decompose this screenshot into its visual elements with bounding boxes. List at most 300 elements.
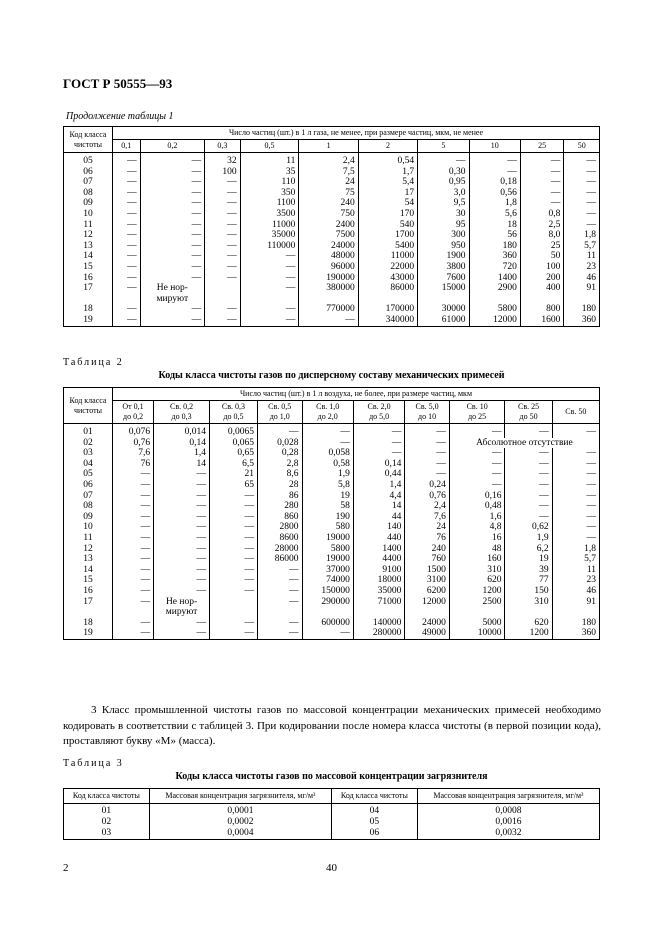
- table2-cell: —: [210, 618, 258, 629]
- table1-cell: —: [418, 153, 469, 167]
- table1-code-cell: 09: [64, 198, 113, 209]
- table2-cell: —: [210, 575, 258, 586]
- table-row: [64, 803, 600, 817]
- table1-cell: 8,0: [520, 230, 563, 241]
- table2-cell: —: [113, 544, 154, 555]
- table1-cell: 0,54: [358, 153, 417, 167]
- table1-cell: 1,8: [469, 198, 520, 209]
- table-row: [64, 315, 600, 326]
- table3-code-cell: 04: [331, 803, 417, 817]
- table2-cell: 0,14: [154, 438, 210, 449]
- table1-cell: —: [205, 241, 241, 252]
- table2-cell: 48: [449, 544, 505, 555]
- table2-range-header: [552, 401, 599, 424]
- table2-code-cell: 02: [64, 438, 113, 449]
- table2-cell: —: [113, 512, 154, 523]
- table1-cell: 11: [240, 153, 299, 167]
- table1-cell: —: [113, 251, 141, 262]
- table-3: [63, 788, 600, 840]
- table2-cell: —: [552, 491, 599, 502]
- table1-cell: 110000: [240, 241, 299, 252]
- table2-range-from: Св. 0,3: [221, 402, 246, 411]
- table2-cell: 2500: [449, 597, 505, 608]
- table1-cell: 0,56: [469, 188, 520, 199]
- table2-code-cell: 01: [64, 424, 113, 438]
- table-row: [64, 565, 600, 576]
- table2-cell: 44: [353, 512, 404, 523]
- table2-cell: —: [113, 586, 154, 597]
- table2-cell: 0,058: [302, 448, 353, 459]
- table2-range-header: [353, 401, 404, 424]
- table2-cell: —: [505, 459, 552, 470]
- table2-cell: 0,44: [353, 469, 404, 480]
- table1-cell: 950: [418, 241, 469, 252]
- table1-code-header: Код класса чистоты: [64, 127, 113, 153]
- table2-cell: —: [505, 491, 552, 502]
- table1-cell: 3,0: [418, 188, 469, 199]
- table-row: [64, 512, 600, 523]
- table1-cell: —: [240, 273, 299, 284]
- table1-cell: 11: [564, 251, 600, 262]
- table-row: [64, 491, 600, 502]
- table2-cell: [113, 607, 154, 618]
- table1-size-header: 0,3: [205, 140, 241, 153]
- table-row: [64, 188, 600, 199]
- table1-cell: 2400: [299, 220, 358, 231]
- table2-cell: Не нор-: [154, 597, 210, 608]
- table1-cell: 540: [358, 220, 417, 231]
- table1-cell: [113, 294, 141, 305]
- table2-cell: [210, 607, 258, 618]
- table1-size-header: 5: [418, 140, 469, 153]
- table2-cell: —: [353, 424, 404, 438]
- table1-cell: —: [205, 188, 241, 199]
- table2-cell: —: [405, 469, 450, 480]
- table2-cell: 91: [552, 597, 599, 608]
- table1-cell: 11000: [358, 251, 417, 262]
- table1-cell: 43000: [358, 273, 417, 284]
- table1-cell: 95: [418, 220, 469, 231]
- table1-cell: 1,8: [564, 230, 600, 241]
- table2-cell: —: [405, 448, 450, 459]
- table1-cell: 360: [469, 251, 520, 262]
- table1-cell: 35: [240, 167, 299, 178]
- table1-size-header: 50: [564, 140, 600, 153]
- table1-cell: —: [564, 167, 600, 178]
- table1-cell: —: [205, 304, 241, 315]
- table1-cell: —: [140, 209, 205, 220]
- table2-cell: —: [154, 565, 210, 576]
- table2-cell: 140000: [353, 618, 404, 629]
- table1-cell: 380000: [299, 283, 358, 294]
- table-row: [64, 294, 600, 305]
- table1-cell: 5,7: [564, 241, 600, 252]
- table1-cell: —: [205, 315, 241, 326]
- table2-cell: 580: [302, 522, 353, 533]
- table1-cell: 1900: [418, 251, 469, 262]
- table2-code-cell: 10: [64, 522, 113, 533]
- table1-code-cell: 10: [64, 209, 113, 220]
- table1-cell: 110: [240, 177, 299, 188]
- table1-cell: —: [113, 198, 141, 209]
- table3-title: Коды класса чистоты газов по массовой концентрации загрязнителя: [175, 771, 488, 782]
- table-row: [64, 554, 600, 565]
- table2-cell: —: [505, 512, 552, 523]
- table2-cell: —: [210, 544, 258, 555]
- table2-cell: 18000: [353, 575, 404, 586]
- table2-cell: —: [154, 554, 210, 565]
- table1-continuation-label: Продолжение таблицы 1: [66, 111, 174, 122]
- table1-cell: 35000: [240, 230, 299, 241]
- table2-cell: 190: [302, 512, 353, 523]
- table2-code-cell: 14: [64, 565, 113, 576]
- table2-cell: 150: [505, 586, 552, 597]
- table2-cell: —: [552, 459, 599, 470]
- table1-cell: —: [240, 262, 299, 273]
- table2-range-to: до 5,0: [369, 412, 390, 421]
- table3-code-cell: 01: [64, 803, 150, 817]
- page-number-left: 2: [63, 862, 69, 874]
- table1-cell: —: [564, 177, 600, 188]
- table-row: [64, 283, 600, 294]
- table2-cell: 2,8: [257, 459, 302, 470]
- table1-code-cell: 12: [64, 230, 113, 241]
- table3-mass-cell: 0,0002: [149, 817, 331, 828]
- table1-cell: мируют: [140, 294, 205, 305]
- table1-cell: 12000: [469, 315, 520, 326]
- table1-cell: 360: [564, 315, 600, 326]
- table2-range-to: до 50: [519, 412, 538, 421]
- table1-cell: 18: [469, 220, 520, 231]
- table2-range-from: Св. 10: [466, 402, 488, 411]
- table1-cell: [299, 294, 358, 305]
- table2-cell: 0,014: [154, 424, 210, 438]
- table1-cell: —: [205, 198, 241, 209]
- table2-range-to: до 2,0: [317, 412, 338, 421]
- table1-cell: —: [205, 251, 241, 262]
- table2-cell: 4,8: [449, 522, 505, 533]
- table2-cell: 360: [552, 628, 599, 639]
- table2-cell: 760: [405, 554, 450, 565]
- table-row: [64, 459, 600, 470]
- table1-cell: 17: [358, 188, 417, 199]
- table2-range-from: От 0,1: [122, 402, 144, 411]
- table1-code-cell: 15: [64, 262, 113, 273]
- table1-size-header: 0,5: [240, 140, 299, 153]
- table1-cell: 180: [564, 304, 600, 315]
- page-number-center: 40: [326, 862, 337, 874]
- table1-cell: [520, 294, 563, 305]
- table1-cell: —: [564, 153, 600, 167]
- table1-cell: —: [520, 188, 563, 199]
- table2-cell: —: [552, 522, 599, 533]
- table1-cell: 75: [299, 188, 358, 199]
- table2-cell: —: [154, 575, 210, 586]
- table1-cell: 200: [520, 273, 563, 284]
- table2-code-cell: 08: [64, 501, 113, 512]
- table2-cell: —: [113, 501, 154, 512]
- table2-cell: —: [113, 554, 154, 565]
- table-row: [64, 262, 600, 273]
- table3-mass-cell: 0,0016: [417, 817, 599, 828]
- table2-cell: —: [552, 480, 599, 491]
- table2-cell: 280: [257, 501, 302, 512]
- table1-cell: 350: [240, 188, 299, 199]
- table2-code-cell: 05: [64, 469, 113, 480]
- table2-cell: 6,2: [505, 544, 552, 555]
- table1-cell: 2,5: [520, 220, 563, 231]
- table1-cell: 340000: [358, 315, 417, 326]
- table2-cell: 1,6: [449, 512, 505, 523]
- table1-cell: —: [564, 198, 600, 209]
- table2-code-cell: 11: [64, 533, 113, 544]
- table1-cell: Не нор-: [140, 283, 205, 294]
- table2-range-header: [405, 401, 450, 424]
- table-row: [64, 177, 600, 188]
- table2-cell: 46: [552, 586, 599, 597]
- table1-cell: —: [113, 167, 141, 178]
- table2-cell: 8,6: [257, 469, 302, 480]
- table1-cell: 5,4: [358, 177, 417, 188]
- table2-cell: 160: [449, 554, 505, 565]
- table2-code-header: Код класса чистоты: [64, 388, 113, 424]
- table-row: [64, 209, 600, 220]
- table1-cell: —: [140, 167, 205, 178]
- table1-cell: —: [140, 188, 205, 199]
- table2-cell: 7,6: [405, 512, 450, 523]
- table2-cell: 440: [353, 533, 404, 544]
- table2-range-header: [113, 401, 154, 424]
- table1-cell: 54: [358, 198, 417, 209]
- table2-range-from: Св. 1,0: [316, 402, 340, 411]
- table2-cell: —: [552, 512, 599, 523]
- table2-cell: 77: [505, 575, 552, 586]
- table2-code-cell: 18: [64, 618, 113, 629]
- table2-code-cell: 17: [64, 597, 113, 608]
- table1-code-cell: 08: [64, 188, 113, 199]
- table2-cell: —: [405, 424, 450, 438]
- table2-cell: —: [449, 459, 505, 470]
- table1-cell: 400: [520, 283, 563, 294]
- table2-cell: 0,76: [405, 491, 450, 502]
- table1-cell: —: [140, 220, 205, 231]
- table1-code-cell: 17: [64, 283, 113, 294]
- table-2: [63, 387, 600, 640]
- table1-cell: —: [140, 241, 205, 252]
- table2-cell: —: [552, 424, 599, 438]
- table2-range-header: [154, 401, 210, 424]
- table1-cell: 300: [418, 230, 469, 241]
- table2-cell: 1200: [505, 628, 552, 639]
- table1-cell: —: [140, 198, 205, 209]
- table2-cell: 180: [552, 618, 599, 629]
- table1-cell: 750: [299, 209, 358, 220]
- table1-cell: [469, 294, 520, 305]
- table2-cell: —: [154, 501, 210, 512]
- table2-code-cell: 06: [64, 480, 113, 491]
- table1-cell: 25: [520, 241, 563, 252]
- table2-cell: —: [353, 448, 404, 459]
- table2-cell: 1200: [449, 586, 505, 597]
- table1-cell: 9,5: [418, 198, 469, 209]
- table1-cell: 15000: [418, 283, 469, 294]
- table1-size-header: 0,1: [113, 140, 141, 153]
- table2-cell: —: [210, 501, 258, 512]
- table2-cell: 0,16: [449, 491, 505, 502]
- table3-mass-cell: 0,0032: [417, 828, 599, 840]
- table1-cell: 0,95: [418, 177, 469, 188]
- table-row: [64, 251, 600, 262]
- table2-cell: 5,7: [552, 554, 599, 565]
- table1-cell: —: [140, 251, 205, 262]
- table2-code-cell: 04: [64, 459, 113, 470]
- table2-cell: 8600: [257, 533, 302, 544]
- paragraph-3: 3 Класс промышленной чистоты газов по массовой концентрации механических примесей необходимо кодировать в соответствии с таблицей 3. При кодировании после номера класса чистоты (в первой позиции кода), проставляют букву «М» (масса).: [63, 704, 601, 747]
- table1-cell: —: [520, 167, 563, 178]
- table2-cell: —: [154, 491, 210, 502]
- table2-cell: —: [210, 586, 258, 597]
- table1-cell: 3800: [418, 262, 469, 273]
- table2-cell: 0,0065: [210, 424, 258, 438]
- table3-code-header-left: Код класса чистоты: [64, 789, 150, 804]
- table1-cell: —: [469, 153, 520, 167]
- table2-cell: 6,5: [210, 459, 258, 470]
- table2-cell: 86: [257, 491, 302, 502]
- table2-cell: 4400: [353, 554, 404, 565]
- table2-cell: 0,28: [257, 448, 302, 459]
- table-row: [64, 469, 600, 480]
- table2-cell: 310: [449, 565, 505, 576]
- table1-cell: 180: [469, 241, 520, 252]
- table2-cell: [552, 607, 599, 618]
- table1-cell: —: [140, 315, 205, 326]
- table1-cell: 11000: [240, 220, 299, 231]
- table2-cell: —: [449, 480, 505, 491]
- table1-cell: —: [140, 177, 205, 188]
- table2-cell: —: [257, 586, 302, 597]
- table-row: [64, 220, 600, 231]
- table2-cell: —: [302, 438, 353, 449]
- table3-label: Таблица 3: [63, 758, 124, 769]
- table2-code-cell: 15: [64, 575, 113, 586]
- table2-cell: 7,6: [113, 448, 154, 459]
- table1-cell: —: [564, 220, 600, 231]
- table2-range-to: до 1,0: [269, 412, 290, 421]
- table2-cell: [302, 607, 353, 618]
- table1-cell: —: [240, 283, 299, 294]
- table2-cell: 2800: [257, 522, 302, 533]
- table1-size-header: 2: [358, 140, 417, 153]
- table2-cell: 1,9: [505, 533, 552, 544]
- table2-cell: 19000: [302, 554, 353, 565]
- table2-code-cell: 13: [64, 554, 113, 565]
- table2-cell: 1,8: [552, 544, 599, 555]
- table2-label: Таблица 2: [63, 357, 124, 368]
- table2-range-header: [505, 401, 552, 424]
- table2-cell: —: [449, 424, 505, 438]
- table2-cell: 49000: [405, 628, 450, 639]
- table2-cell: 21: [210, 469, 258, 480]
- table1-code-cell: [64, 294, 113, 305]
- table2-range-header: [257, 401, 302, 424]
- table2-cell: 0,76: [113, 438, 154, 449]
- table2-cell: 0,14: [353, 459, 404, 470]
- table1-cell: —: [520, 153, 563, 167]
- table2-cell: 620: [505, 618, 552, 629]
- document-header: ГОСТ Р 50555—93: [63, 76, 173, 91]
- table3-mass-cell: 0,0008: [417, 803, 599, 817]
- table1-cell: —: [205, 273, 241, 284]
- table1-cell: —: [113, 177, 141, 188]
- table2-cell: —: [552, 448, 599, 459]
- table2-cell: 28000: [257, 544, 302, 555]
- table2-range-to: до 0,3: [171, 412, 192, 421]
- table2-range-to: до 0,2: [123, 412, 144, 421]
- table2-cell: —: [154, 480, 210, 491]
- table-row: [64, 424, 600, 438]
- table1-cell: —: [113, 273, 141, 284]
- table2-cell: 14: [154, 459, 210, 470]
- table2-cell: 23: [552, 575, 599, 586]
- table3-code-cell: 06: [331, 828, 417, 840]
- table1-code-cell: 14: [64, 251, 113, 262]
- table2-cell: 39: [505, 565, 552, 576]
- table2-cell: 5,8: [302, 480, 353, 491]
- table2-cell: —: [210, 628, 258, 639]
- table1-cell: [358, 294, 417, 305]
- table2-range-from: Св. 25: [517, 402, 540, 411]
- table1-cell: 1100: [240, 198, 299, 209]
- table1-code-cell: 16: [64, 273, 113, 284]
- table2-cell: 24: [405, 522, 450, 533]
- table1-cell: 91: [564, 283, 600, 294]
- table2-cell: 74000: [302, 575, 353, 586]
- table1-cell: 86000: [358, 283, 417, 294]
- table1-cell: —: [113, 315, 141, 326]
- table2-cell: 37000: [302, 565, 353, 576]
- table2-cell: —: [154, 512, 210, 523]
- table1-cell: [205, 294, 241, 305]
- table2-cell: 0,58: [302, 459, 353, 470]
- table2-cell: —: [302, 628, 353, 639]
- table2-cell: 280000: [353, 628, 404, 639]
- table2-range-from: Св. 0,2: [169, 402, 194, 411]
- table1-cell: 30000: [418, 304, 469, 315]
- table2-cell: —: [154, 618, 210, 629]
- table1-cell: —: [205, 209, 241, 220]
- table2-cell: 1500: [405, 565, 450, 576]
- table1-cell: [564, 294, 600, 305]
- table2-absent-note: Абсолютное отсутствие: [449, 438, 599, 449]
- table1-cell: —: [564, 209, 600, 220]
- table-row: [64, 522, 600, 533]
- table1-cell: [418, 294, 469, 305]
- table2-cell: —: [257, 628, 302, 639]
- table1-cell: 30: [418, 209, 469, 220]
- table2-cell: —: [302, 424, 353, 438]
- table1-cell: —: [113, 241, 141, 252]
- table1-cell: —: [113, 188, 141, 199]
- table1-cell: 24: [299, 177, 358, 188]
- table1-cell: —: [113, 209, 141, 220]
- table1-code-cell: 19: [64, 315, 113, 326]
- table1-cell: 100: [520, 262, 563, 273]
- table-row: [64, 828, 600, 840]
- table2-cell: —: [257, 597, 302, 608]
- table3-code-cell: 03: [64, 828, 150, 840]
- table2-cell: 0,076: [113, 424, 154, 438]
- table2-title: Коды класса чистоты газов по дисперсному составу механических примесей: [158, 370, 505, 381]
